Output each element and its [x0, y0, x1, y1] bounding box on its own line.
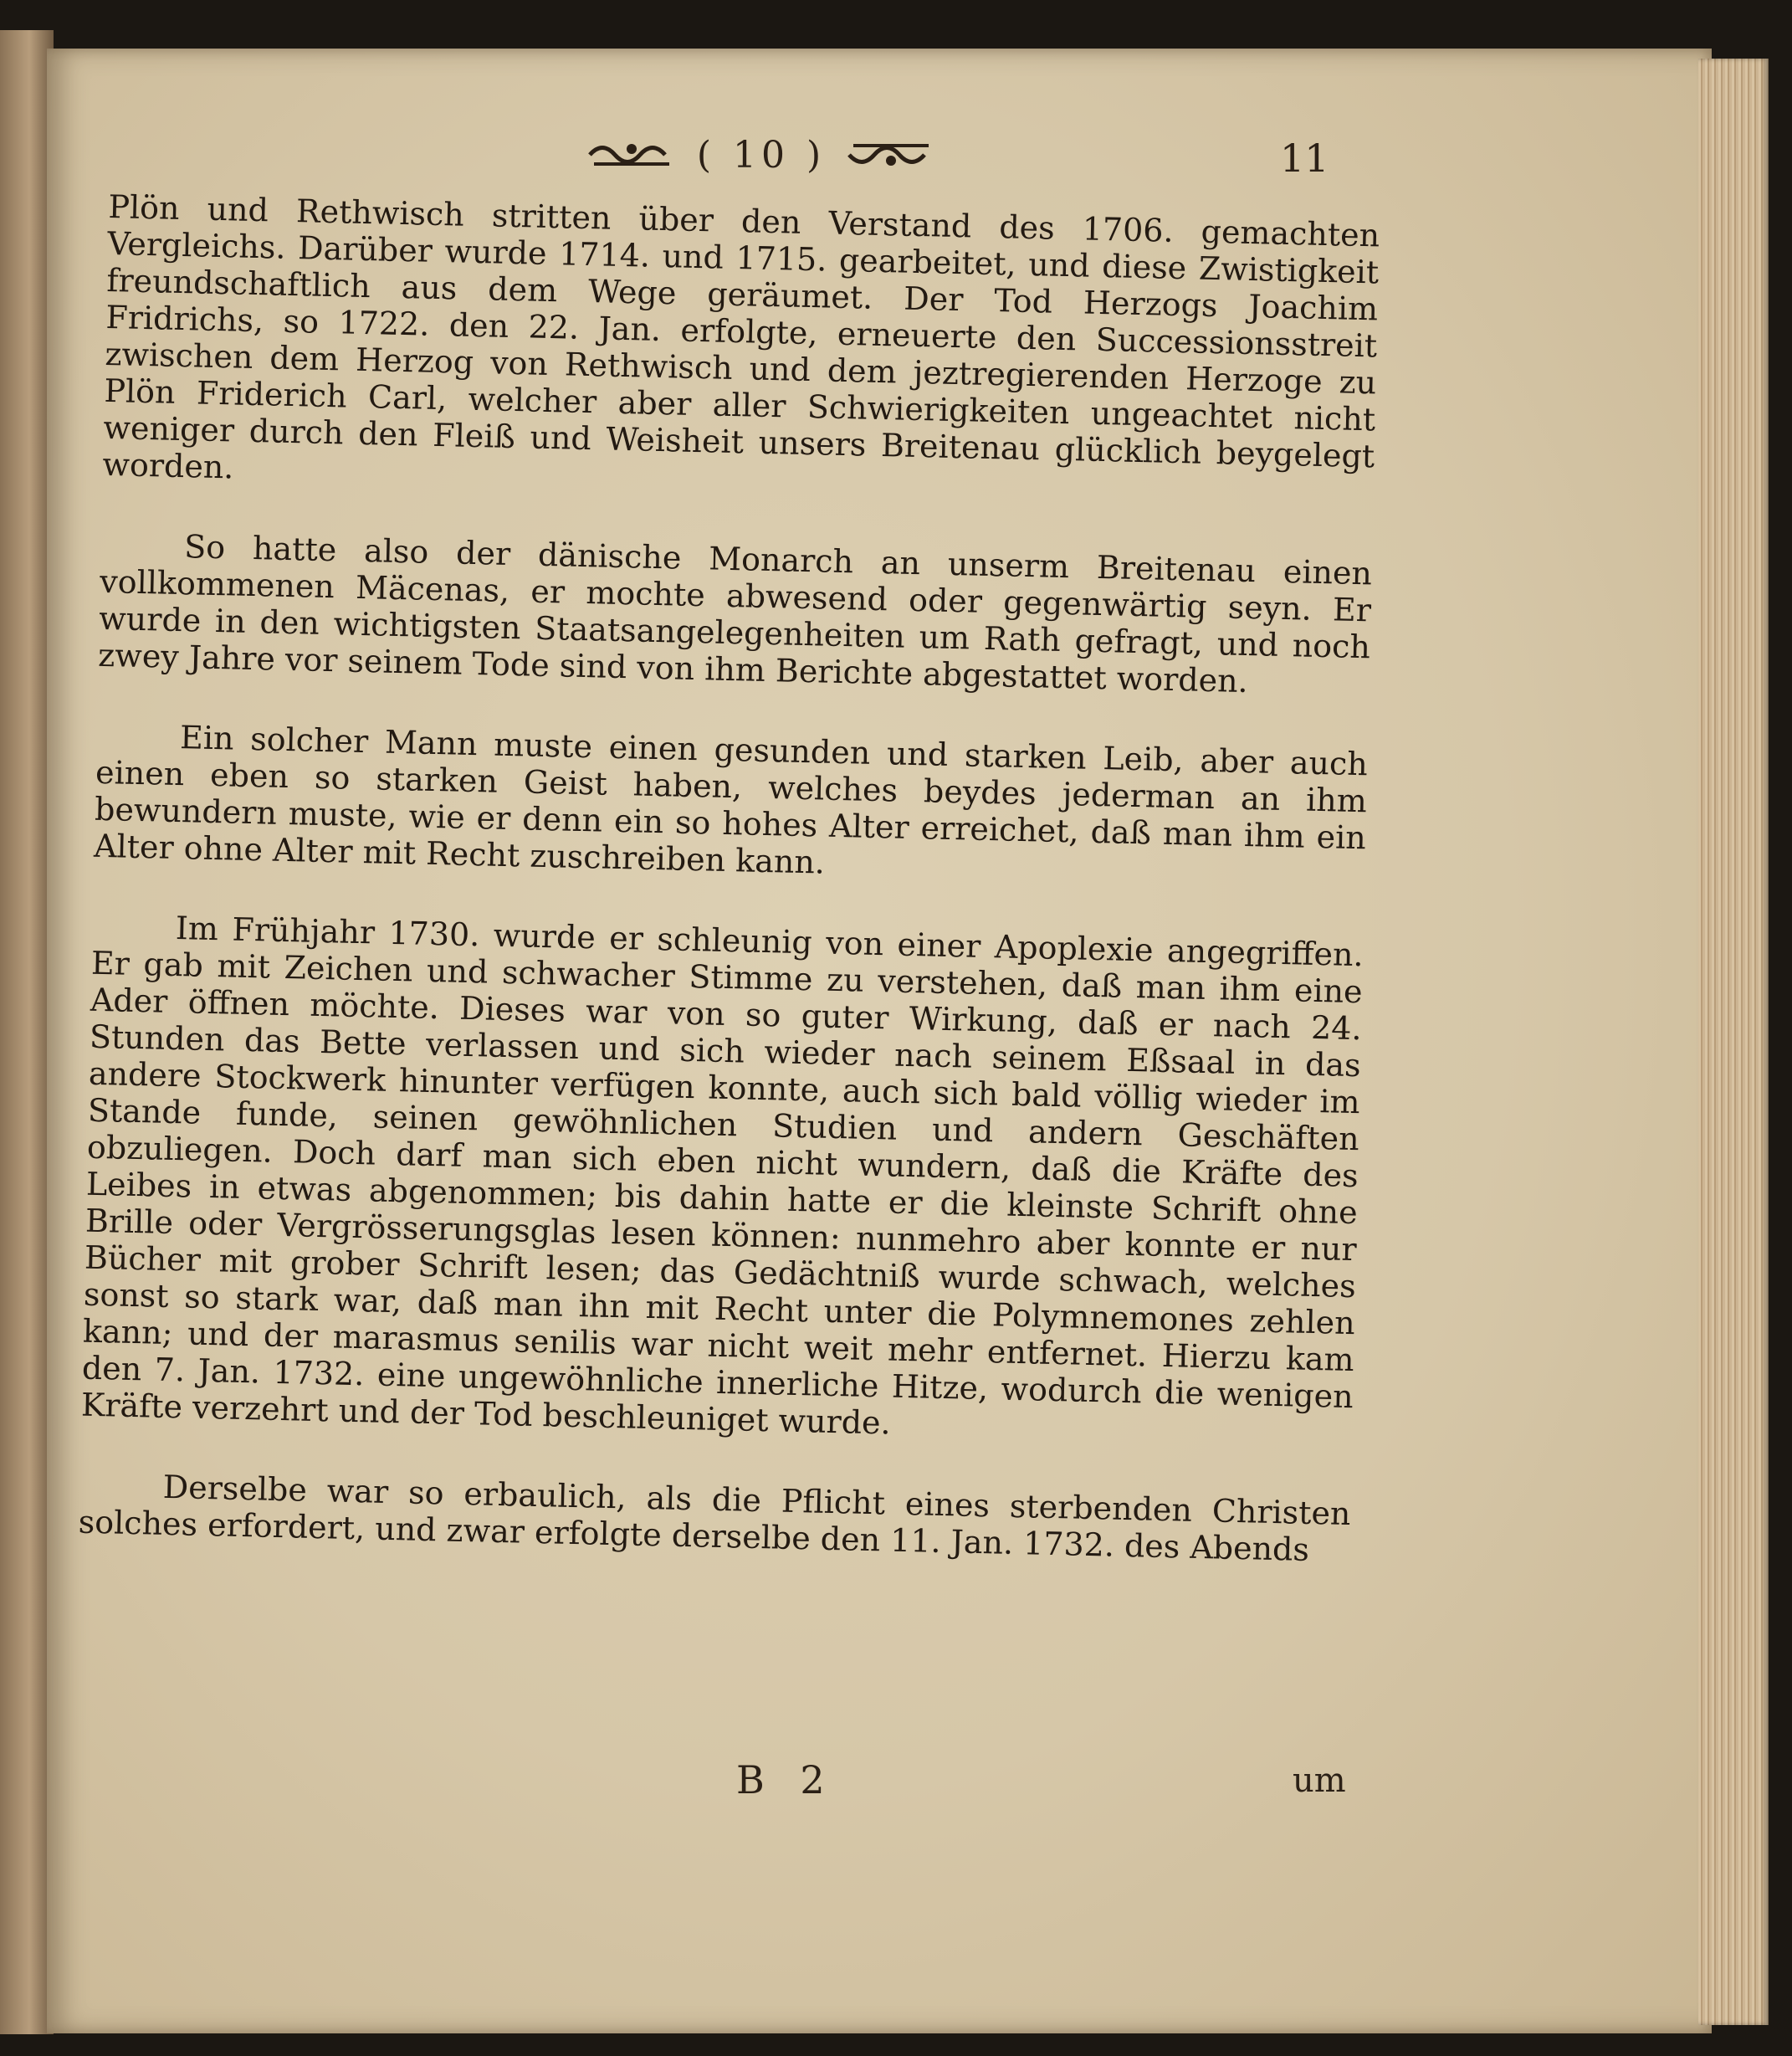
printers-ornament-icon	[586, 139, 678, 171]
page-number-center: ( 10 )	[696, 133, 827, 177]
body-text	[77, 188, 1380, 1612]
paragraph: Ein solcher Mann muste einen gesunden und starken Leib, aber auch einen eben so starken Geist haben, welches beydes jederman an ihm bewundern muste, wie er denn ein so hohes Alter erreichet, daß man ihm ein Alter ohne Alter mit Recht zuschreiben kann.	[93, 719, 1369, 881]
printers-ornament-icon	[845, 139, 937, 171]
paragraph: So hatte also der dänische Monarch an unserm Breitenau einen vollkommenen Mäcenas, er mochte abwesend oder gegenwärtig seyn. Er wurde in den wichtigsten Staatsangelegenheiten um Rath gefragt, und noch zwey Jahre vor seinem Tode sind von ihm Berichte abgestattet worden.	[97, 528, 1373, 700]
paragraph: Derselbe war so erbaulich, als die Pflicht eines sterbenden Christen solches erfordert, und zwar erfolgte derselbe den 11. Jan. 1732. des Abends	[78, 1468, 1351, 1568]
signature-mark: B 2	[736, 1757, 837, 1802]
facing-page-edge	[0, 30, 54, 2034]
paragraph: Plön und Rethwisch stritten über den Verstand des 1706. gemachten Vergleichs. Darüber wurde 1714. und 1715. gearbeitet, und diese Zwistigkeit freundschaftlich aus dem Wege geräumet. Der Tod Herzogs Joachim Fridrichs, so 1722. den 22. Jan. erfolgte, erneuerte den Successionsstreit zwischen dem Herzog von Rethwisch und dem jeztregierenden Herzoge zu Plön Friderich Carl, welcher aber aller Schwierigkeiten ungeachtet nicht weniger durch den Fleiß und Weisheit unsers Breitenau glücklich beygelegt worden.	[102, 188, 1380, 486]
folio-number: 11	[1280, 136, 1329, 181]
catchword: um	[1293, 1761, 1346, 1800]
running-header	[586, 130, 937, 180]
page-block-edges	[1698, 59, 1769, 2025]
paragraph: Im Frühjahr 1730. wurde er schleunig von einer Apoplexie angegriffen. Er gab mit Zeichen und schwacher Stimme zu verstehen, daß man ihm eine Ader öffnen möchte. Dieses war von so guter Wirkung, daß er nach 24. Stunden das Bette verlassen und sich wieder nach seinem Eßsaal in das andere Stockwerk hinunter verfügen konnte, auch sich bald völlig wieder im Stande funde, seinen gewöhnlichen Studien und andern Geschäften obzuliegen. Doch darf man sich eben nicht wundern, daß die Kräfte des Leibes in etwas abgenommen; bis dahin hatte er die kleinste Schrift ohne Brille oder Vergrösserungsglas lesen können: nunmehro aber konnte er nur Bücher mit grober Schrift lesen; das Gedächtniß wurde schwach, welches sonst so stark war, daß man ihn mit Recht unter die Polymnemones zehlen kann; und der marasmus senilis war nicht weit mehr entfernet. Hierzu kam den 7. Jan. 1732. eine ungewöhnliche innerliche Hitze, wodurch die wenigen Kräfte verzehrt und der Tod beschleuniget wurde.	[80, 910, 1364, 1442]
